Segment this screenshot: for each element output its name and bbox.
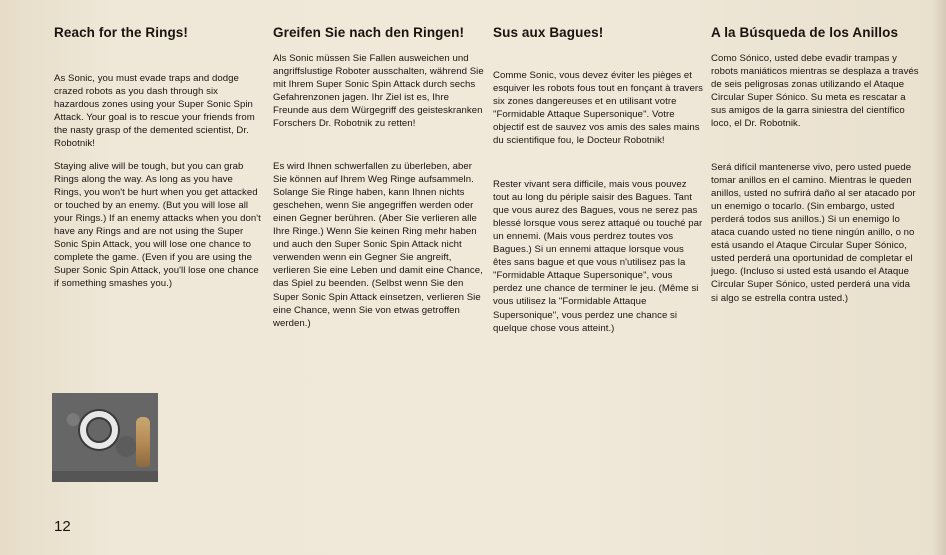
page-number: 12: [54, 518, 71, 535]
paragraph-french-1: Comme Sonic, vous devez éviter les pièges et esquiver les robots fous tout en fonçant à travers six zones dangereuses et en utilisant votre "Formidable Attaque Supersonique". Votre objectif est de sauvez vos amis des sales mains du scientifique fou, le Docteur Robotnik!: [493, 70, 703, 147]
paragraph-spanish-1: Como Sónico, usted debe evadir trampas y robots maniáticos mientras se desplaza a través de seis peligrosas zonas utilizando el Ataque Circular Super Sónico. Su meta es rescatar a sus amigos de la garra siniestra del científico loco, el Dr. Robotnik.: [711, 53, 919, 130]
paragraph-english-2: Staying alive will be tough, but you can grab Rings along the way. As long as you have Rings, you won't be hurt when you get attacked or touched by an enemy. (But you will lose all your Rings.) If an enemy attacks when you don't have any Rings and are not using the Super Sonic Spin Attack, you will lose one chance to complete the game. (Even if you are using the Super Sonic Spin Attack, you'll lose one chance if something smashes you.): [54, 160, 261, 290]
column-english: [54, 24, 262, 291]
heading-german: Greifen Sie nach den Ringen!: [273, 25, 465, 40]
paragraph-french-2: Rester vivant sera difficile, mais vous pouvez tout au long du périple saisir des Bagues. Tant que vous aurez des Bagues, vous ne serez pas blessé lorsque vous serez attaqué ou touché par un ennemi. (Mais vous perdrez toutes vos Bagues.) Si un ennemi attaque lorsque vous êtes sans bague et que vous n'utilisez pas la "Formidable Attaque Supersonique", vous perdez une chance de terminer le jeu. (Même si vous utilisez la "Formidable Attaque Supersonique", vous perdez une chance si quelque chose vous atteint.): [493, 178, 703, 334]
column-german: [273, 24, 485, 330]
paragraph-english-1: As Sonic, you must evade traps and dodge crazed robots as you dash through six hazardous zones using your Super Sonic Spin Attack. Your goal is to rescue your friends from the nasty grasp of the demented scientist, Dr. Robotnik!: [54, 73, 255, 150]
sonic-sprite: [136, 417, 150, 467]
screenshot-ground: [52, 471, 158, 482]
column-spanish: [711, 24, 919, 305]
game-screenshot-ring: [52, 393, 158, 482]
paragraph-spanish-2: Será difícil mantenerse vivo, pero usted puede tomar anillos en el camino. Mientras le queden anillos, usted no sufrirá daño al ser atacado por un enemigo o tocarlo. (Sin embargo, usted perderá todos sus anillos.) Si un enemigo lo ataca cuando usted no tiene ningún anillo, o no está usando el Ataque Circular Super Sónico, usted perderá una oportunidad de completar el juego. (Incluso si usted está usando el Ataque Circular Super Sónico, usted perderá una vida si algo se estrella contra usted.): [711, 161, 916, 304]
heading-english: Reach for the Rings!: [54, 25, 189, 40]
column-french: [493, 24, 703, 335]
heading-french: Sus aux Bagues!: [493, 25, 604, 40]
page-edge-shadow: [932, 0, 946, 555]
ring-icon: [80, 411, 118, 449]
paragraph-german-1: Als Sonic müssen Sie Fallen ausweichen und angriffslustige Roboter ausschalten, während Sie mit Ihrem Super Sonic Spin Attack durch sechs Gefahrenzonen jagen. Ihr Ziel ist es, Ihre Freunde aus dem Würgegriff des geisteskranken Forschers Dr. Robotnik zu retten!: [273, 53, 484, 130]
paragraph-german-2: Es wird Ihnen schwerfallen zu überleben, aber Sie können auf Ihrem Weg Ringe aufsammeln. Solange Sie Ringe haben, kann Ihnen nichts geschehen, wenn Sie angegriffen werden oder einen Gegner berühren. (Aber Sie verlieren alle Ihre Ringe.) Wenn Sie keinen Ring mehr haben und auch den Super Sonic Spin Attack nicht verwenden wenn ein Gegner Sie angreift, verlieren Sie eine Leben und damit eine Chance, das Spiel zu beenden. (Selbst wenn Sie den Super Sonic Spin Attack einsetzen, verlieren Sie eine Chance, wenn Sie von etwas getroffen werden.): [273, 160, 483, 329]
heading-spanish: A la Búsqueda de los Anillos: [711, 25, 899, 40]
